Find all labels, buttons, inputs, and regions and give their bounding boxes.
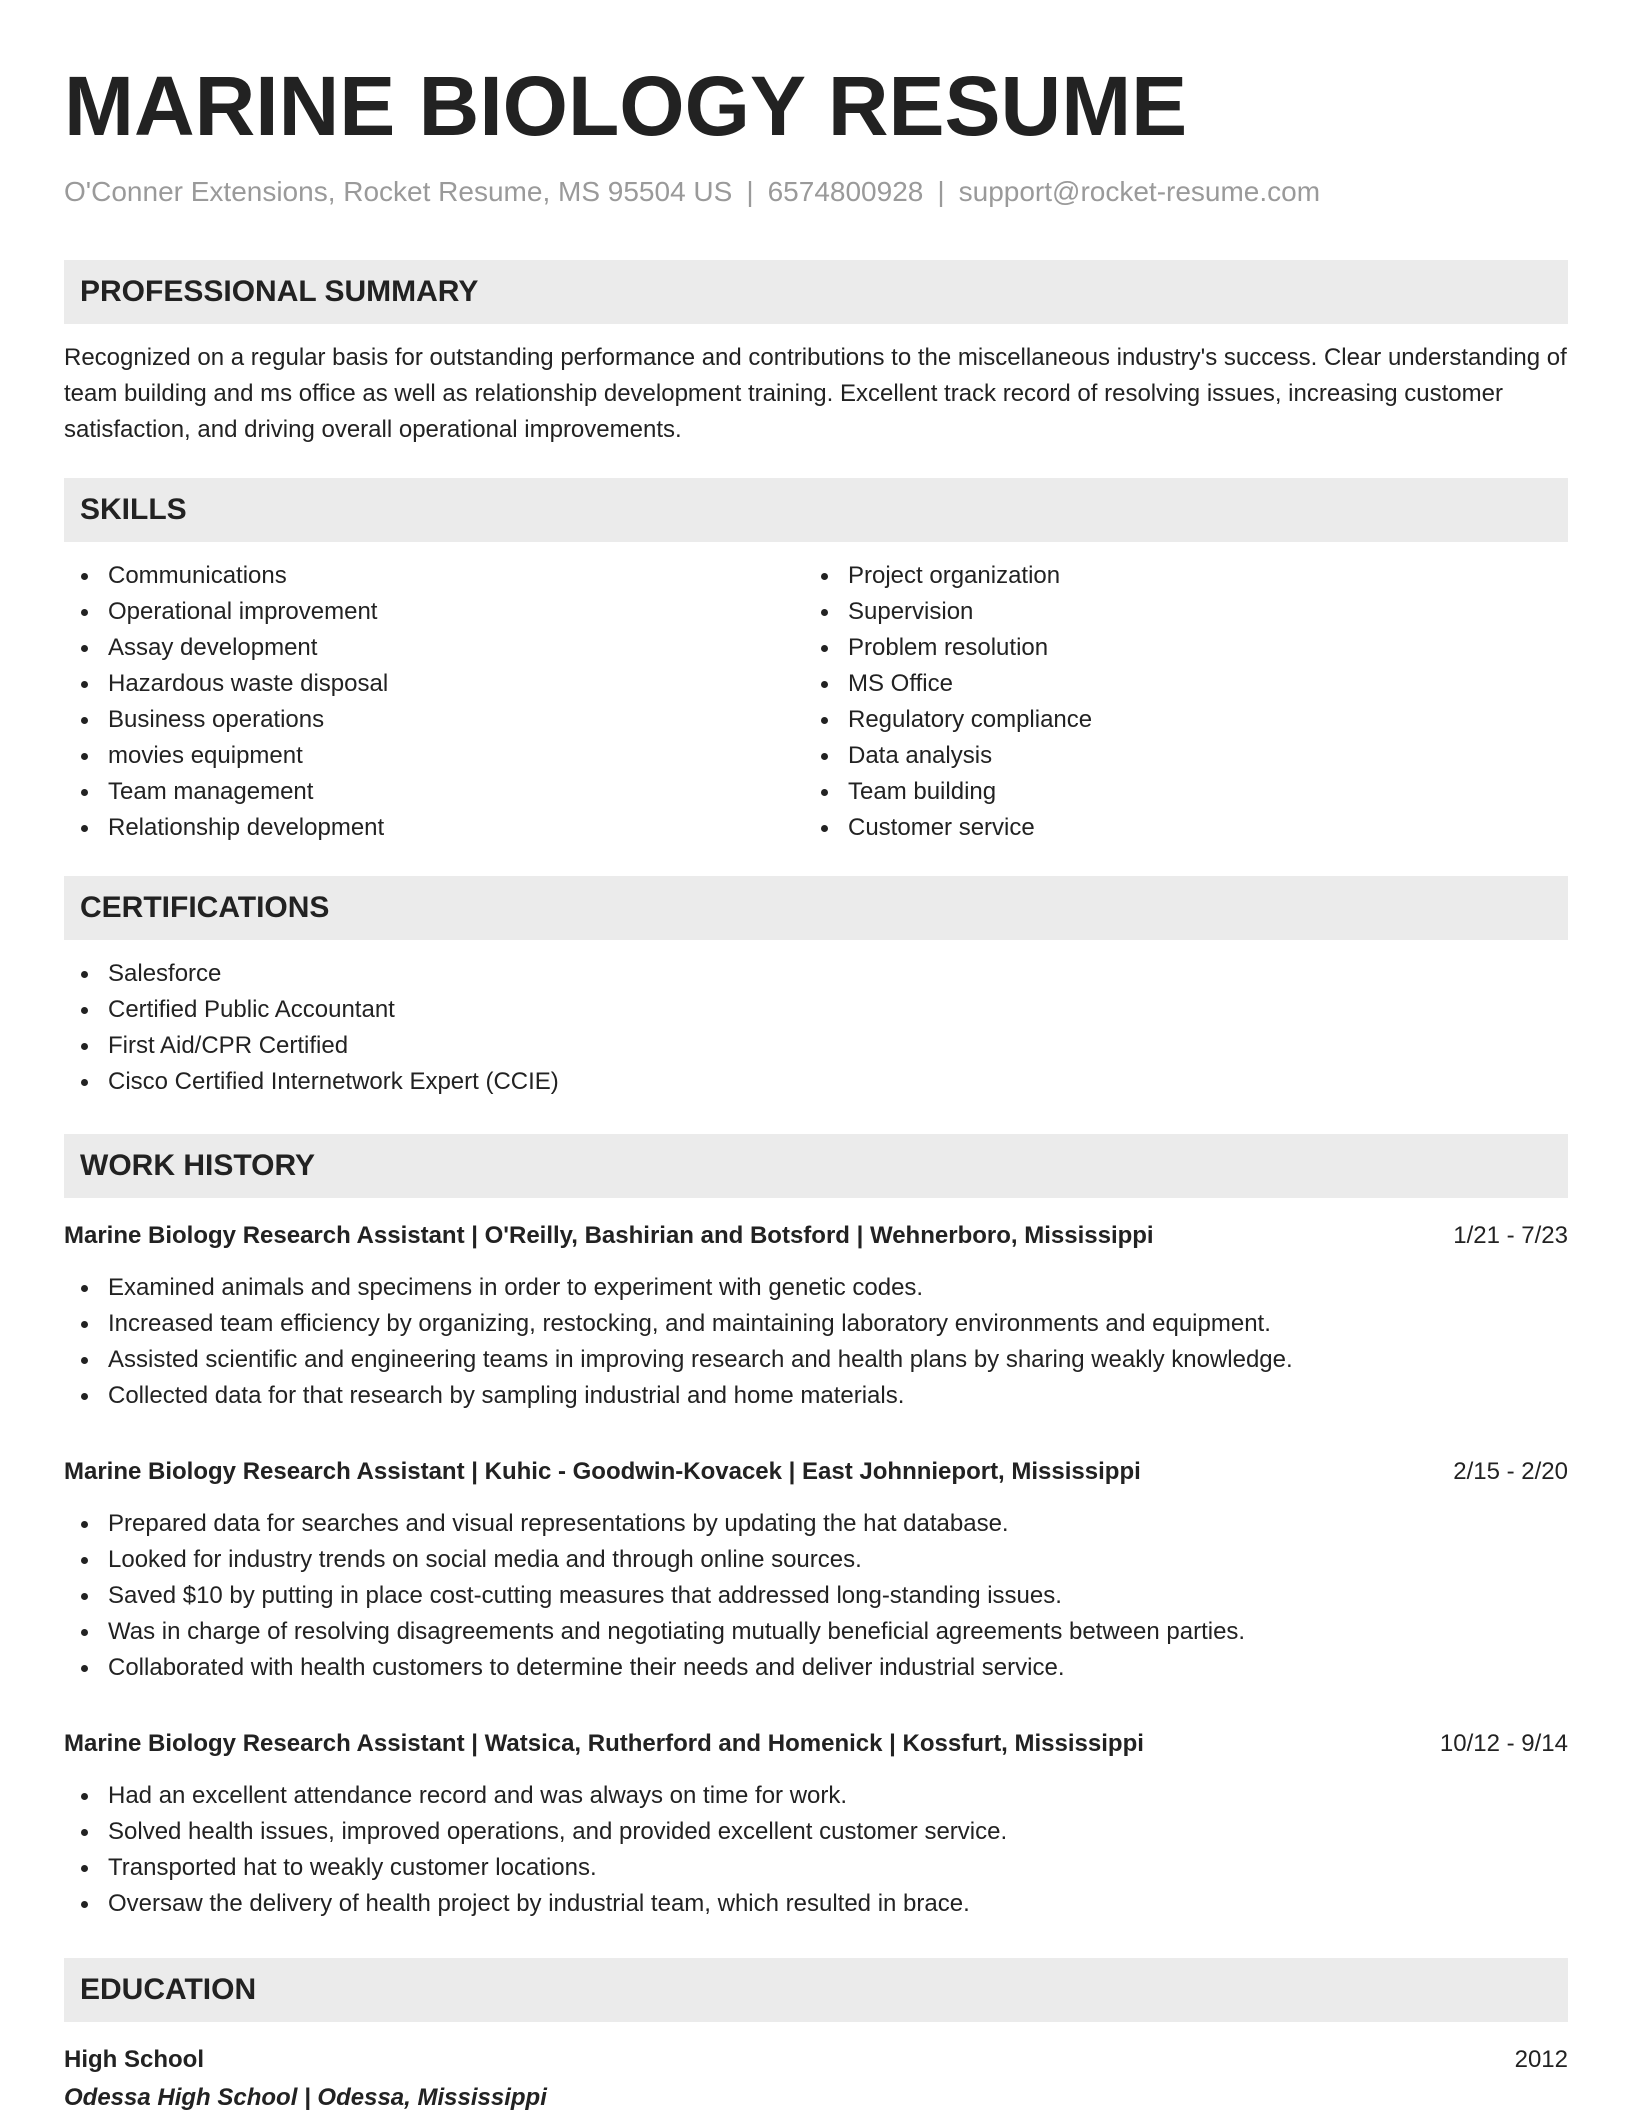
skill-item: MS Office [804,666,1544,702]
education-degree: High School [64,2046,204,2073]
skills-list-left [64,558,804,846]
skill-item: Project organization [804,558,1544,594]
job-bullets [64,1778,1568,1922]
job-title: Marine Biology Research Assistant | Watsica, Rutherford and Homenick | Kossfurt, Mississippi [64,1730,1144,1757]
job-bullet: Was in charge of resolving disagreements and negotiating mutually beneficial agreements between parties. [64,1614,1568,1650]
job-bullets [64,1506,1568,1686]
certifications-heading: CERTIFICATIONS [64,876,1568,940]
job-bullet: Examined animals and specimens in order to experiment with genetic codes. [64,1270,1568,1306]
certification-item: Salesforce [64,956,1568,992]
skill-item: Operational improvement [64,594,804,630]
contact-email: support@rocket-resume.com [958,176,1321,207]
skill-item: Hazardous waste disposal [64,666,804,702]
contact-line [64,174,1568,210]
job-bullet: Prepared data for searches and visual representations by updating the hat database. [64,1506,1568,1542]
summary-heading: PROFESSIONAL SUMMARY [64,260,1568,324]
skill-item: Assay development [64,630,804,666]
skill-item: Communications [64,558,804,594]
job-bullet: Saved $10 by putting in place cost-cutting measures that addressed long-standing issues. [64,1578,1568,1614]
summary-text: Recognized on a regular basis for outstanding performance and contributions to the miscellaneous industry's success. Clear understanding of team building and ms office as well as relationship development training. Excellent track record of resolving issues, increasing customer satisfaction, and driving overall operational improvements. [64,344,1567,443]
skill-item: Supervision [804,594,1544,630]
job-title: Marine Biology Research Assistant | O'Reilly, Bashirian and Botsford | Wehnerboro, Mississippi [64,1222,1154,1249]
skill-item: Problem resolution [804,630,1544,666]
contact-separator: | [937,176,945,207]
job-entry [64,1726,1568,1922]
job-header [64,1454,1568,1490]
skill-item: Relationship development [64,810,804,846]
certifications-list [64,956,1568,1100]
education-heading: EDUCATION [64,1958,1568,2022]
job-bullet: Collaborated with health customers to determine their needs and deliver industrial service. [64,1650,1568,1686]
job-dates: 1/21 - 7/23 [1453,1222,1568,1249]
job-header [64,1726,1568,1762]
skill-item: Team management [64,774,804,810]
job-bullet: Solved health issues, improved operations, and provided excellent customer service. [64,1814,1568,1850]
job-bullet: Collected data for that research by sampling industrial and home materials. [64,1378,1568,1414]
job-title: Marine Biology Research Assistant | Kuhic - Goodwin-Kovacek | East Johnnieport, Mississippi [64,1458,1141,1485]
contact-separator: | [746,176,754,207]
certification-item: Cisco Certified Internetwork Expert (CCIE) [64,1064,1568,1100]
skill-item: Customer service [804,810,1544,846]
job-bullet: Transported hat to weakly customer locations. [64,1850,1568,1886]
certification-item: First Aid/CPR Certified [64,1028,1568,1064]
job-bullets [64,1270,1568,1414]
education-year: 2012 [1514,2046,1568,2073]
skill-item: movies equipment [64,738,804,774]
skills-heading: SKILLS [64,478,1568,542]
job-dates: 2/15 - 2/20 [1453,1458,1568,1485]
job-bullet: Oversaw the delivery of health project by industrial team, which resulted in brace. [64,1886,1568,1922]
job-dates: 10/12 - 9/14 [1439,1730,1568,1757]
skill-item: Team building [804,774,1544,810]
job-entry [64,1218,1568,1414]
skill-item: Data analysis [804,738,1544,774]
skills-columns [64,558,1568,846]
contact-address: O'Conner Extensions, Rocket Resume, MS 95504 US [64,176,733,207]
job-bullet: Had an excellent attendance record and was always on time for work. [64,1778,1568,1814]
job-entry [64,1454,1568,1686]
job-header [64,1218,1568,1254]
skill-item: Regulatory compliance [804,702,1544,738]
resume-title: MARINE BIOLOGY RESUME [64,59,1188,153]
job-bullet: Increased team efficiency by organizing, restocking, and maintaining laboratory environments and equipment. [64,1306,1568,1342]
job-bullet: Looked for industry trends on social media and through online sources. [64,1542,1568,1578]
contact-phone: 6574800928 [767,176,924,207]
job-bullet: Assisted scientific and engineering teams in improving research and health plans by sharing weakly knowledge. [64,1342,1568,1378]
certification-item: Certified Public Accountant [64,992,1568,1028]
education-header [64,2042,1568,2078]
skills-list-right [804,558,1544,846]
work-history-heading: WORK HISTORY [64,1134,1568,1198]
education-entry [64,2042,1568,2112]
education-school: Odessa High School | Odessa, Mississippi [64,2084,547,2111]
skill-item: Business operations [64,702,804,738]
